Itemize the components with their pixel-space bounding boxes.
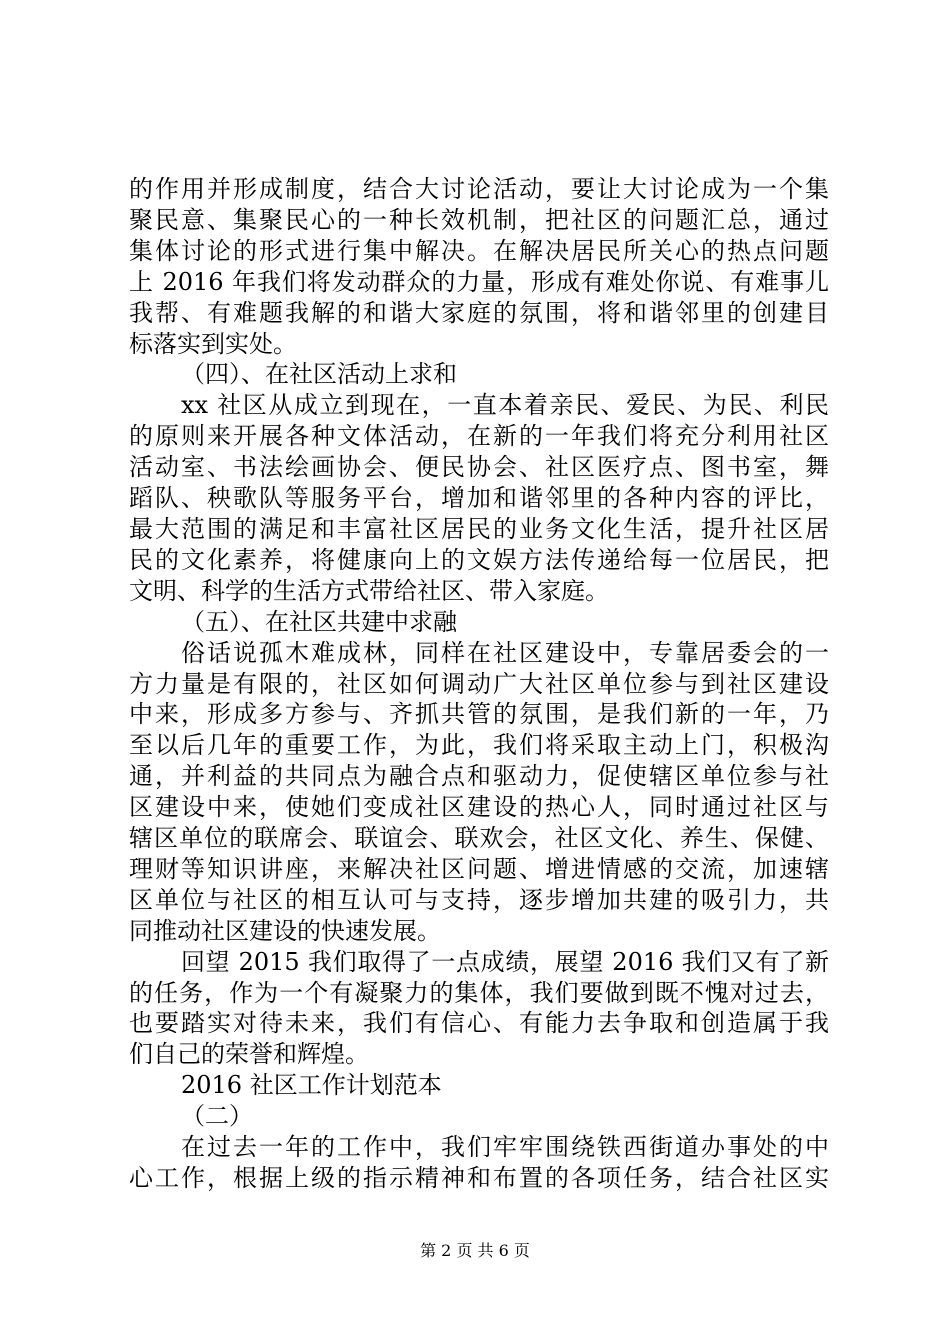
body-text-line: 区建设中来，使她们变成社区建设的热心人，同时通过社区与: [129, 793, 829, 821]
body-text-line: 方力量是有限的，社区如何调动广大社区单位参与到社区建设: [129, 670, 829, 698]
section-heading: （四）、在社区活动上求和: [181, 360, 457, 388]
document-title: 2016 社区工作计划范本: [181, 1071, 442, 1099]
body-text-line: 的原则来开展各种文体活动，在新的一年我们将充分利用社区: [129, 422, 829, 450]
paragraph-first-line: xx 社区从成立到现在，一直本着亲民、爱民、为民、利民: [181, 391, 829, 419]
paragraph-first-line: 回望 2015 我们取得了一点成绩，展望 2016 我们又有了新: [181, 948, 829, 976]
body-text-line: 蹈队、秧歌队等服务平台，增加和谐邻里的各种内容的评比，: [129, 484, 829, 512]
body-text-line: 中来，形成多方参与、齐抓共管的氛围，是我们新的一年，乃: [129, 700, 829, 728]
body-text-line: 辖区单位的联席会、联谊会、联欢会，社区文化、养生、保健、: [129, 824, 829, 852]
body-text-line: 理财等知识讲座，来解决社区问题、增进情感的交流，加速辖: [129, 855, 829, 883]
body-text-line: 我帮、有难题我解的和谐大家庭的氛围，将和谐邻里的创建目: [129, 299, 829, 327]
body-text-line: 文明、科学的生活方式带给社区、带入家庭。: [129, 577, 609, 605]
body-text-line: 标落实到实处。: [129, 330, 297, 358]
page-number-footer: 第 2 页 共 6 页: [420, 1241, 530, 1260]
body-text-line: 们自己的荣誉和辉煌。: [129, 1040, 369, 1068]
body-text-line: 心工作，根据上级的指示精神和布置的各项任务，结合社区实: [129, 1164, 829, 1192]
body-text-line: 同推动社区建设的快速发展。: [129, 917, 441, 945]
body-text-line: 上 2016 年我们将发动群众的力量，形成有难处你说、有难事儿: [129, 268, 829, 296]
body-text-line: 集体讨论的形式进行集中解决。在解决居民所关心的热点问题: [129, 237, 829, 265]
body-text-line: 活动室、书法绘画协会、便民协会、社区医疗点、图书室，舞: [129, 453, 829, 481]
body-text-line: 最大范围的满足和丰富社区居民的业务文化生活，提升社区居: [129, 515, 829, 543]
body-text-line: 的任务，作为一个有凝聚力的集体，我们要做到既不愧对过去，: [129, 979, 829, 1007]
paragraph-first-line: 俗话说孤木难成林，同样在社区建设中，专靠居委会的一: [181, 639, 829, 667]
paragraph-first-line: 在过去一年的工作中，我们牢牢围绕铁西街道办事处的中: [181, 1133, 829, 1161]
body-text-line: 聚民意、集聚民心的一种长效机制，把社区的问题汇总，通过: [129, 206, 829, 234]
body-text-line: 至以后几年的重要工作，为此，我们将采取主动上门，积极沟: [129, 731, 829, 759]
body-text-line: 通，并利益的共同点为融合点和驱动力，促使辖区单位参与社: [129, 762, 829, 790]
section-number: （二）: [181, 1102, 253, 1130]
body-text-line: 区单位与社区的相互认可与支持，逐步增加共建的吸引力，共: [129, 886, 829, 914]
section-heading: （五）、在社区共建中求融: [181, 608, 457, 636]
body-text-line: 的作用并形成制度，结合大讨论活动，要让大讨论成为一个集: [129, 175, 829, 203]
body-text-line: 也要踏实对待未来，我们有信心、有能力去争取和创造属于我: [129, 1009, 829, 1037]
body-text-line: 民的文化素养，将健康向上的文娱方法传递给每一位居民，把: [129, 546, 829, 574]
